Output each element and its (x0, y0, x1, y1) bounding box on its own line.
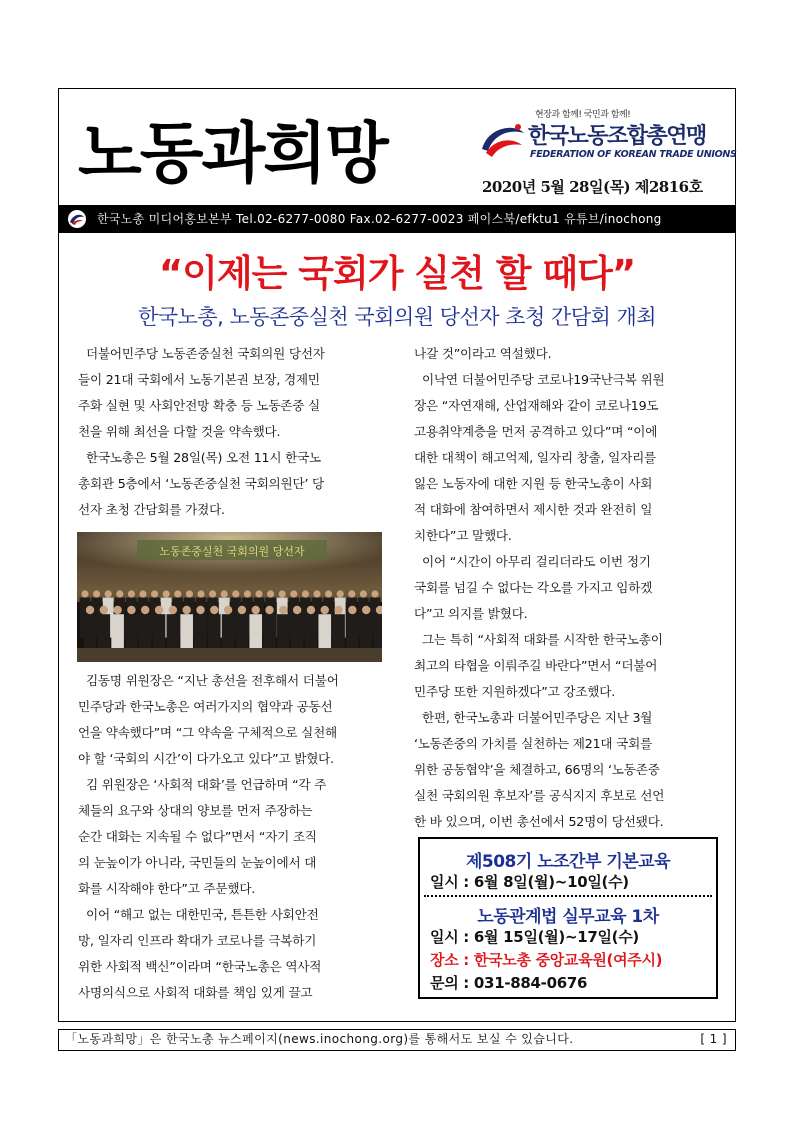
footer-text: 「노동과희망」은 한국노총 뉴스페이지(news.inochong.org)를 통해서도 보실 수 있습니다. (65, 1032, 574, 1046)
notice-divider (424, 895, 712, 897)
org-name-en: FEDERATION OF KOREAN TRADE UNIONS (530, 149, 737, 160)
left-paragraph-4: 김 위원장은 ‘사회적 대화’를 언급하며 “각 주 체들의 요구와 상대의 양보를 먼저 주장하는 순간 대화는 지속될 수 없다”면서 “자기 조직 의 눈높이가 아니라, 국민들의 눈높이에서 대 화를 시작해야 한다”고 주문했다. (78, 777, 327, 896)
page-number: [ 1 ] (700, 1032, 727, 1046)
left-paragraph-2: 한국노총은 5월 28일(목) 오전 11시 한국노 총회관 5층에서 ‘노동존중실천 국회의원단’ 당 선자 초청 간담회를 가졌다. (78, 450, 325, 517)
fktu-small-logo-icon (67, 209, 87, 229)
org-name: 한국노동조합총연맹 (528, 124, 706, 149)
right-paragraph-5: 한편, 한국노총과 더불어민주당은 지난 3월 ‘노동존중의 가치를 실천하는 제21대 국회를 위한 공동협약’을 체결하고, 66명의 ‘노동존중 실천 국회의원 후보자’를 공식지지 후보로 선언 한 바 있으며, 이번 총선에서 52명이 당선됐다. (414, 710, 665, 829)
right-paragraph-1: 나갈 것”이라고 역설했다. (414, 346, 552, 361)
left-paragraph-3: 김동명 위원장은 “지난 총선을 전후해서 더불어 민주당과 한국노총은 여러가지의 협약과 공동선 언을 약속했다”며 “그 약속을 구체적으로 실천해 야 할 ‘국회의 시간’이 다가오고 있다”고 밝혔다. (78, 673, 339, 766)
event-group-photo (77, 532, 382, 662)
fktu-logo-icon (478, 119, 526, 161)
subheadline: 한국노총, 노동존중실천 국회의원 당선자 초청 간담회 개최 (137, 305, 657, 329)
group-photo-image (77, 532, 382, 662)
photo-banner-text: 노동존중실천 국회의원 당선자 (159, 545, 305, 558)
notice-place: 장소 : 한국노총 중앙교육원(여주시) (430, 951, 663, 969)
right-paragraph-4: 그는 특히 “사회적 대화를 시작한 한국노총이 최고의 타협을 이뤄주길 바란다”면서 “더불어 민주당 또한 지원하겠다”고 강조했다. (414, 632, 663, 699)
masthead-title: 노동과희망 (78, 114, 387, 192)
notice-date-2: 일시 : 6월 15일(월)~17일(수) (430, 928, 639, 946)
notice-title-2: 노동관계법 실무교육 1차 (477, 907, 659, 927)
left-paragraph-5: 이어 “해고 없는 대한민국, 튼튼한 사회안전 망, 일자리 인프라 확대가 코로나를 극복하기 위한 사회적 백신”이라며 “한국노총은 역사적 사명의식으로 사회적 대화를 책임 있게 끌고 (78, 907, 322, 1000)
contact-info-text: 한국노총 미디어홍보본부 Tel.02-6277-0080 Fax.02-6277-0023 페이스북/efktu1 유튜브/inochong (97, 212, 662, 226)
contact-info-bar (59, 205, 735, 233)
notice-date-1: 일시 : 6월 8일(월)~10일(수) (430, 873, 629, 891)
education-notice-box (418, 837, 718, 999)
org-brand[interactable] (478, 107, 737, 167)
left-paragraph-1: 더불어민주당 노동존중실천 국회의원 당선자 들이 21대 국회에서 노동기본권 보장, 경제민 주화 실현 및 사회안전망 확충 등 노동존중 실 천을 위해 최선을 다할 것을 약속했다. (78, 346, 325, 439)
org-slogan: 현장과 함께! 국민과 함께! (535, 110, 631, 120)
issue-date: 2020년 5월 28일(목) 제2816호 (482, 178, 703, 196)
right-paragraph-3: 이어 “시간이 아무리 걸리더라도 이번 정기 국회를 넘길 수 없다는 각오를 가지고 임하겠 다”고 의지를 밝혔다. (414, 554, 653, 621)
notice-contact: 문의 : 031-884-0676 (430, 974, 588, 992)
notice-title-1: 제508기 노조간부 기본교육 (465, 852, 671, 872)
right-paragraph-2: 이낙연 더불어민주당 코로나19국난극복 위원 장은 “자연재해, 산업재해와 같이 코로나19도 고용취약계층을 먼저 공격하고 있다”며 “이에 대한 대책이 해고억제, 일자리 창출, 일자리를 잃은 노동자에 대한 지원 등 한국노총이 사회 적 대화에 참여하면서 제시한 것과 완전히 일 치한다”고 말했다. (414, 372, 665, 543)
headline: “이제는 국회가 실천 할 때다” (158, 252, 636, 295)
footer-bar (58, 1029, 736, 1051)
